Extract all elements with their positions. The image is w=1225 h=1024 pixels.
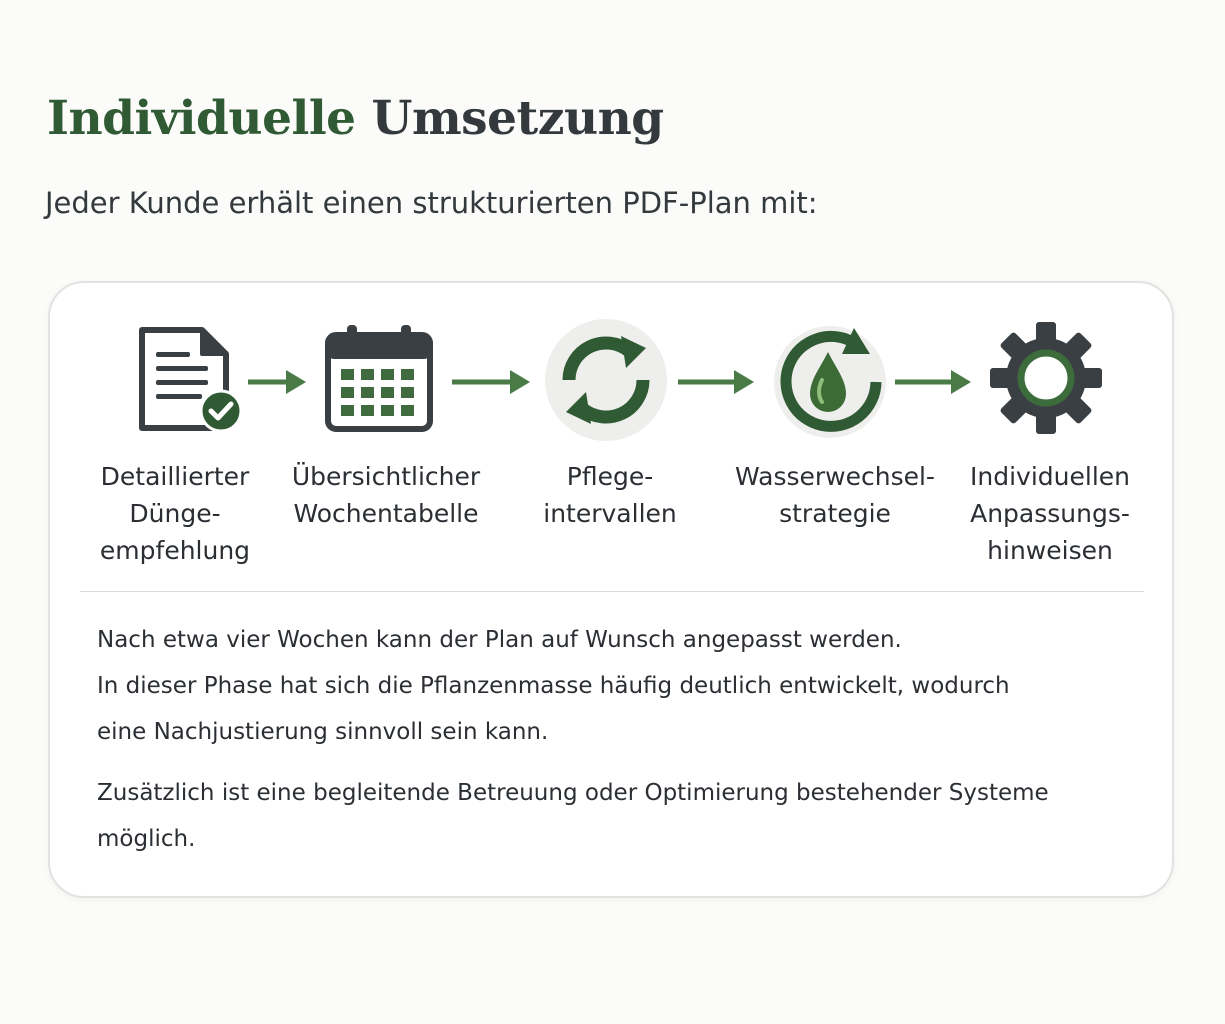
arrow-icon xyxy=(893,364,973,400)
title-word-2: Umsetzung xyxy=(371,91,664,146)
arrow-icon xyxy=(246,364,308,400)
calendar-icon xyxy=(323,323,435,435)
step-label-5: Individuellen Anpassungs- hinweisen xyxy=(970,462,1130,565)
step-label-4: Wasserwechsel- strategie xyxy=(735,462,935,528)
step-label-1: Detaillierter Dünge- empfehlung xyxy=(99,462,251,565)
refresh-cycle-icon xyxy=(541,318,671,442)
document-check-icon xyxy=(136,326,248,436)
step-label-2: Übersichtlicher Wochentabelle xyxy=(291,462,481,528)
water-drop-cycle-icon xyxy=(772,320,888,440)
arrow-icon xyxy=(676,364,756,400)
page-title xyxy=(47,84,664,154)
gear-icon xyxy=(988,320,1104,436)
paragraph-adjustment: Nach etwa vier Wochen kann der Plan auf Wunsch angepasst werden. In dieser Phase hat sich die Pflanzenmasse häufig deutlich entwickelt, wodurch eine Nachjustierung sinnvoll sein kann. xyxy=(97,627,1010,745)
paragraph-support: Zusätzlich ist eine begleitende Betreuung oder Optimierung bestehender Systeme möglich. xyxy=(97,780,1049,852)
intro-text: Jeder Kunde erhält einen strukturierten PDF-Plan mit: xyxy=(45,186,818,220)
title-word-1: Individuelle xyxy=(47,91,356,146)
step-label-3: Pflege- intervallen xyxy=(543,462,677,528)
arrow-icon xyxy=(450,364,532,400)
divider xyxy=(80,591,1144,592)
